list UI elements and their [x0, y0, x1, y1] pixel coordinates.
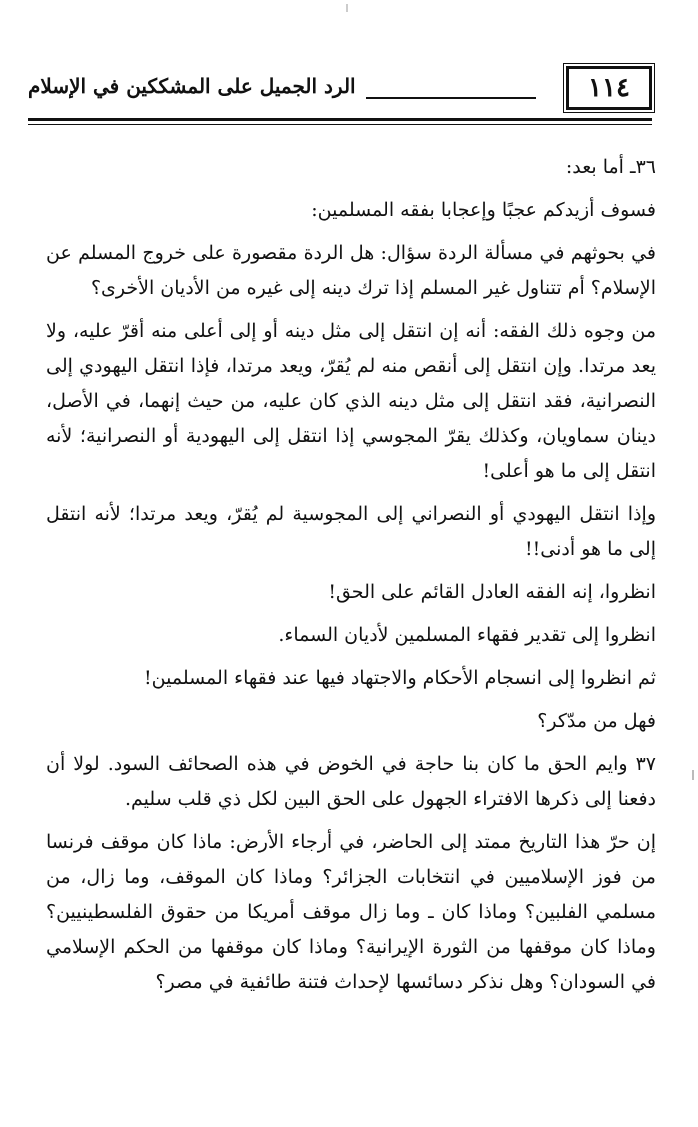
section-heading-36: ٣٦ـ أما بعد: [565, 156, 656, 178]
running-title: الرد الجميل على المشككين في الإسلام [28, 74, 356, 98]
header-dash-line [366, 97, 536, 99]
margin-mark [692, 770, 694, 780]
page-number: ١١٤ [566, 66, 652, 110]
page-body [46, 150, 656, 1008]
paragraph: إن حرّ هذا التاريخ ممتد إلى الحاضر، في أرجاء الأرض: ماذا كان موقف فرنسا من فوز الإسلاميين في انتخابات الجزائر؟ وماذا كان الموقف، وما زال، من مسلمي الفلبين؟ وماذا كان ـ وما زال موقف أمريكا من حقوق الفلسطينيين؟ وماذا كان موقفها من الثورة الإيرانية؟ وماذا كان موقفها من الحكم الإسلامي في السودان؟ وهل نذكر دسائسها لإحداث فتنة طائفية في مصر؟ [46, 831, 656, 993]
paragraph: من وجوه ذلك الفقه: أنه إن انتقل إلى مثل دينه أو إلى أعلى منه أقرّ عليه، ولا يعد مرتدا. وإن انتقل إلى أنقص منه لم يُقرّ، ويعد مرتدا، فإذا انتقل اليهودي إلى النصرانية، فقد انتقل إلى مثل دينه الذي كان عليه، من حيث إنهما، في الأصل، دينان سماويان، وكذلك يقرّ المجوسي إذا انتقل إلى اليهودية أو النصرانية؛ لأنه انتقل إلى ما هو أعلى! [46, 320, 656, 482]
paragraph: في بحوثهم في مسألة الردة سؤال: هل الردة مقصورة على خروج المسلم عن الإسلام؟ أم تتناول غير المسلم إذا ترك دينه إلى غيره من الأديان الأخرى؟ [46, 242, 656, 299]
paragraph: انظروا، إنه الفقه العادل القائم على الحق! [328, 581, 656, 603]
section-paragraph-37: ٣٧ وايم الحق ما كان بنا حاجة في الخوض في هذه الصحائف السود. لولا أن دفعنا إلى ذكرها الافتراء الجهول على الحق البين لكل ذي قلب سليم. [46, 753, 656, 810]
scan-mark [346, 4, 348, 12]
page-header [28, 66, 652, 126]
paragraph: فسوف أزيدكم عجبًا وإعجابا بفقه المسلمين: [311, 199, 656, 221]
header-rule-thin [28, 124, 652, 125]
paragraph: فهل من مدّكر؟ [537, 710, 656, 732]
paragraph: انظروا إلى تقدير فقهاء المسلمين لأديان السماء. [278, 624, 656, 646]
header-rule-thick [28, 118, 652, 121]
paragraph: ثم انظروا إلى انسجام الأحكام والاجتهاد فيها عند فقهاء المسلمين! [144, 667, 656, 689]
paragraph: وإذا انتقل اليهودي أو النصراني إلى المجوسية لم يُقرّ، ويعد مرتدا؛ لأنه انتقل إلى ما هو أدنى!! [46, 503, 656, 560]
